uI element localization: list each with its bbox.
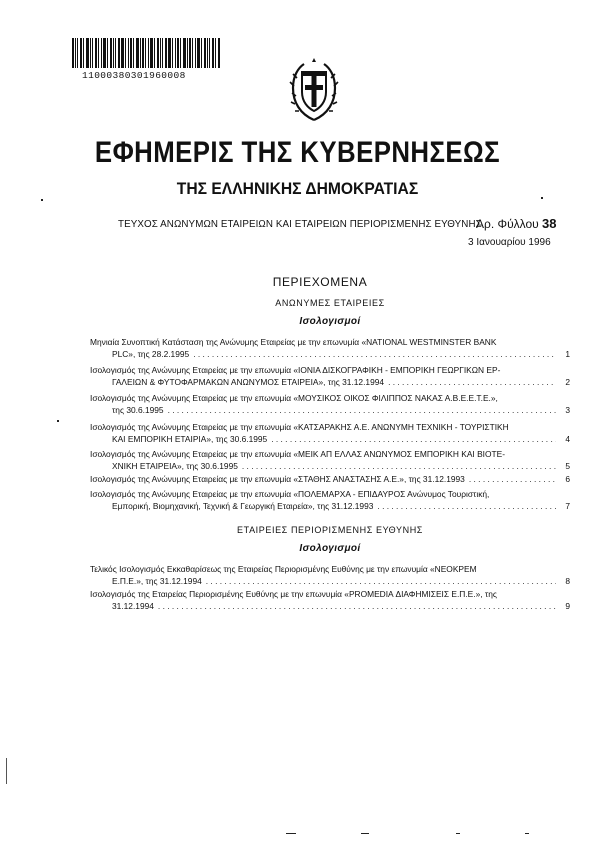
section-subheading: Ισολογισμοί [299,543,361,554]
section-heading: ΑΝΩΝΥΜΕΣ ΕΤΑΙΡΕΙΕΣ [275,298,385,308]
entry-line: Ισολογισμός της Ανώνυμης Εταιρείας με την επωνυμία «ΜΕΙΚ ΑΠ ΕΛΛΑΣ ΑΝΩΝΥΜΟΣ ΕΜΠΟΡΙΚΗ ΚΑΙ ΒΙΟΤΕ- [90,449,506,459]
entry-line-cont: ΧΝΙΚΗ ΕΤΑΙΡΕΙΑ», της 30.6.1995 [112,461,238,471]
entry-line-cont: ΓΑΛΕΙΩΝ & ΦΥΤΟΦΑΡΜΑΚΩΝ ΑΝΩΝΥΜΟΣ ΕΤΑΙΡΕΙΑ», της 31.12.1994 [112,377,385,387]
toc-entry [90,421,570,445]
dot-leader [242,460,556,472]
entry-page: 6 [565,474,570,484]
dot-leader [206,575,556,587]
scan-speck [525,833,529,834]
entry-line-cont: ΚΑΙ ΕΜΠΟΡΙΚΗ ΕΤΑΙΡΙΑ», της 30.6.1995 [112,434,268,444]
entry-page: 3 [565,405,570,415]
barcode [72,38,220,68]
scan-speck [286,833,296,834]
entry-line: Τελικός Ισολογισμός Εκκαθαρίσεως της Εταιρείας Περιορισμένης Ευθύνης με την επωνυμία «ΝΕΟΚΡΕΜ [90,564,477,574]
toc-entry [90,473,570,485]
issue-type: ΤΕΥΧΟΣ ΑΝΩΝΥΜΩΝ ΕΤΑΙΡΕΙΩΝ ΚΑΙ ΕΤΑΙΡΕΙΩΝ ΠΕΡΙΟΡΙΣΜΕΝΗΣ ΕΥΘΥΝΗΣ [118,219,482,230]
toc-entry [90,336,570,360]
entry-line: Ισολογισμός της Ανώνυμης Εταιρείας με την επωνυμία «ΙΟΝΙΑ ΔΙΣΚΟΓΡΑΦΙΚΗ - ΕΜΠΟΡΙΚΗ ΓΕΩΡΓΙΚΩΝ ΕΡ- [90,365,501,375]
entry-page: 5 [565,461,570,471]
sheet-number-label [476,216,557,231]
toc-entry [90,448,570,472]
entry-page: 8 [565,576,570,586]
entry-line-cont: της 30.6.1995 [112,405,164,415]
scan-speck [57,420,59,422]
scan-speck [41,199,43,201]
entry-page: 4 [565,434,570,444]
entry-line: Μηνιαία Συνοπτική Κατάσταση της Ανώνυμης Εταιρείας με την επωνυμία «NATIONAL WESTMINSTER BANK [90,337,497,347]
entry-line: Ισολογισμός της Ανώνυμης Εταιρείας με την επωνυμία «ΣΤΑΘΗΣ ΑΝΑΣΤΑΣΗΣ Α.Ε.», της 31.12.1993 [90,474,465,484]
barcode-number: 11000380301960008 [82,70,186,81]
entry-line: Ισολογισμός της Εταιρείας Περιορισμένης Ευθύνης με την επωνυμία «PROMEDIA ΔΙΑΦΗΜΙΣΕΙΣ Ε.Π.Ε.», της [90,589,497,599]
section-subheading: Ισολογισμοί [299,316,361,327]
entry-line: Ισολογισμός της Ανώνυμης Εταιρείας με την επωνυμία «ΚΑΤΣΑΡΑΚΗΣ Α.Ε. ΑΝΩΝΥΜΗ ΤΕΧΝΙΚΗ - ΤΟΥΡΙΣΤΙΚΗ [90,422,509,432]
sheet-number: 38 [542,216,557,231]
entry-line-cont: PLC», της 28.2.1995 [112,349,190,359]
dot-leader [193,348,556,360]
scan-speck [541,197,543,199]
entry-line: Ισολογισμός της Ανώνυμης Εταιρείας με την επωνυμία «ΠΟΛΕΜΑΡΧΑ - ΕΠΙΔΑΥΡΟΣ Ανώνυμος Τουριστική, [90,489,490,499]
dot-leader [377,500,556,512]
section-heading: ΕΤΑΙΡΕΙΕΣ ΠΕΡΙΟΡΙΣΜΕΝΗΣ ΕΥΘΥΝΗΣ [237,525,423,535]
entry-line-cont: Ε.Π.Ε.», της 31.12.1994 [112,576,202,586]
issue-date: 3 Ιανουαρίου 1996 [468,237,551,248]
entry-page: 9 [565,601,570,611]
scan-speck [6,758,7,784]
sheet-label-text: Αρ. Φύλλου [476,217,539,231]
scan-speck [361,833,369,834]
entry-page: 2 [565,377,570,387]
contents-title: ΠΕΡΙΕΧΟΜΕΝΑ [272,275,368,289]
toc-entry [90,588,570,612]
entry-page: 7 [565,501,570,511]
scan-speck [456,833,460,834]
dot-leader [388,376,556,388]
gazette-title: ΕΦΗΜΕΡΙΣ ΤΗΣ ΚΥΒΕΡΝΗΣΕΩΣ [94,136,501,169]
entry-line-cont: 31.12.1994 [112,601,154,611]
toc-entry [90,488,570,512]
coat-of-arms-icon [288,56,340,124]
toc-entry [90,392,570,416]
dot-leader [469,473,556,485]
dot-leader [271,433,556,445]
entry-page: 1 [565,349,570,359]
toc-entry [90,563,570,587]
entry-line: Ισολογισμός της Ανώνυμης Εταιρείας με την επωνυμία «ΜΟΥΣΙΚΟΣ ΟΙΚΟΣ ΦΙΛΙΠΠΟΣ ΝΑΚΑΣ Α.Β.Ε.Ε.Τ.Ε.», [90,393,498,403]
dot-leader [168,404,556,416]
entry-line-cont: Εμπορική, Βιομηχανική, Τεχνική & Γεωργική Εταιρεία», της 31.12.1993 [112,501,374,511]
gazette-subtitle: ΤΗΣ ΕΛΛΗΝΙΚΗΣ ΔΗΜΟΚΡΑΤΙΑΣ [176,179,419,198]
toc-entry [90,364,570,388]
dot-leader [158,600,556,612]
